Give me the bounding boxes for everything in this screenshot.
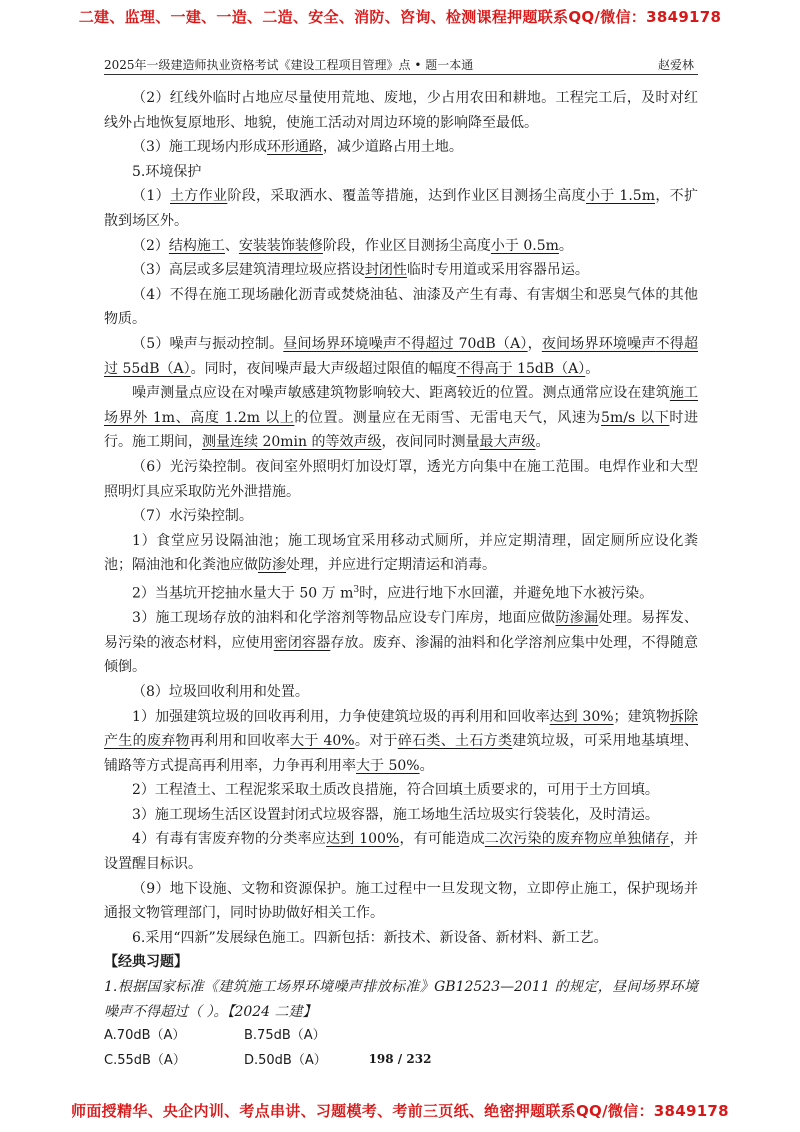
page-header [104,54,698,75]
paragraph: 2）工程渣土、工程泥浆采取土质改良措施，符合回填土质要求的，可用于土方回填。 [132,782,659,799]
paragraph: （2）红线外临时占地应尽量使用荒地、废地，少占用农田和耕地。工程完工后，及时对红线外占地恢复原地形、地貌，使施工活动对周边环境的影响降至最低。 [104,90,698,131]
paragraph: （7）水污染控制。 [132,508,253,525]
paragraph: （5）噪声与振动控制。昼间场界环境噪声不得超过 70dB（A），夜间场界环境噪声不得超过 55dB（A）。同时，夜间噪声最大声级超过限值的幅度不得高于 15dB（A）。 [104,335,698,377]
option-c: C.55dB（A） [104,1052,186,1068]
option-a: A.70dB（A） [104,1028,186,1044]
paragraph: 2）当基坑开挖抽水量大于 50 万 $m^3$时，应进行地下水回灌，并避免地下水被污染。 [132,584,654,602]
paragraph: （6）光污染控制。夜间室外照明灯加设灯罩，透光方向集中在施工范围。电焊作业和大型照明灯具应采取防光外泄措施。 [104,458,698,500]
exercise-options [104,1024,404,1073]
paragraph: （8）垃圾回收利用和处置。 [132,683,309,700]
section-heading: 5.环境保护 [132,163,202,180]
exercise-heading: 【经典习题】 [104,954,188,971]
paragraph: 1）加强建筑垃圾的回收再利用，力争使建筑垃圾的再利用和回收率达到 30%；建筑物拆除产生的废弃物再利用和回收率大于 40%。对于碎石类、土石方类建筑垃圾，可采用地基填埋、铺路等方式提高再利用率，力争再利用率大于 50%。 [104,708,699,774]
exercise-question: 1.根据国家标准《建筑施工场界环境噪声排放标准》GB12523—2011 的规定，昼间场界环境噪声不得超过（ ）。【2024 二建】 [104,979,698,1020]
page-number: 198 / 232 [368,1052,432,1066]
paragraph: 6.采用“四新”发展绿色施工。四新包括：新技术、新设备、新材料、新工艺。 [132,929,608,946]
paragraph: （3）高层或多层建筑清理垃圾应搭设封闭性临时专用道或采用容器吊运。 [132,262,589,279]
paragraph: （4）不得在施工现场融化沥青或焚烧油毡、油漆及产生有毒、有害烟尘和恶臭气体的其他物质。 [104,286,698,328]
book-title: 2025年一级建造师执业资格考试《建设工程项目管理》点 • 题一本通 [104,58,474,72]
top-promo-banner: 二建、监理、一建、一造、二造、安全、消防、咨询、检测课程押题联系QQ/微信：3849178 [78,8,722,26]
author-name: 赵爱林 [657,58,694,72]
paragraph: 噪声测量点应设在对噪声敏感建筑物影响较大、距离较近的位置。测点通常应设在建筑施工场界外 1m、高度 1.2m 以上的位置。测量应在无雨雪、无雷电天气，风速为5m/s 以下时进行。施工期间，测量连续 20min 的等效声级，夜间同时测量最大声级。 [104,385,699,451]
bottom-promo-banner: 师面授精华、央企内训、考点串讲、习题模考、考前三页纸、绝密押题联系QQ/微信：3849178 [71,1102,729,1120]
paragraph: （1）土方作业阶段，采取洒水、覆盖等措施，达到作业区目测扬尘高度小于 1.5m，不扩散到场区外。 [104,188,699,229]
paragraph: 1）食堂应另设隔油池；施工现场宜采用移动式厕所，并应定期清理，固定厕所应设化粪池；隔油池和化粪池应做防渗处理，并应进行定期清运和消毒。 [104,532,698,574]
paragraph: （2）结构施工、安装装饰装修阶段，作业区目测扬尘高度小于 0.5m。 [132,237,573,254]
paragraph: 3）施工现场生活区设置封闭式垃圾容器，施工场地生活垃圾实行袋装化，及时清运。 [132,806,659,823]
paragraph: （3）施工现场内形成环形通路，减少道路占用土地。 [132,139,463,156]
option-b: B.75dB（A） [244,1028,326,1044]
option-d: D.50dB（A） [244,1052,327,1068]
page-content [104,86,698,1073]
paragraph: 3）施工现场存放的油料和化学溶剂等物品应设专门库房，地面应做防渗漏处理。易挥发、易污染的液态材料，应使用密闭容器存放。废弃、渗漏的油料和化学溶剂应集中处理，不得随意倾倒。 [104,610,699,676]
paragraph: 4）有毒有害废弃物的分类率应达到 100%，有可能造成二次污染的废弃物应单独储存，并设置醒目标识。 [104,831,699,873]
paragraph: （9）地下设施、文物和资源保护。施工过程中一旦发现文物，立即停止施工，保护现场并通报文物管理部门，同时协助做好相关工作。 [104,880,698,922]
